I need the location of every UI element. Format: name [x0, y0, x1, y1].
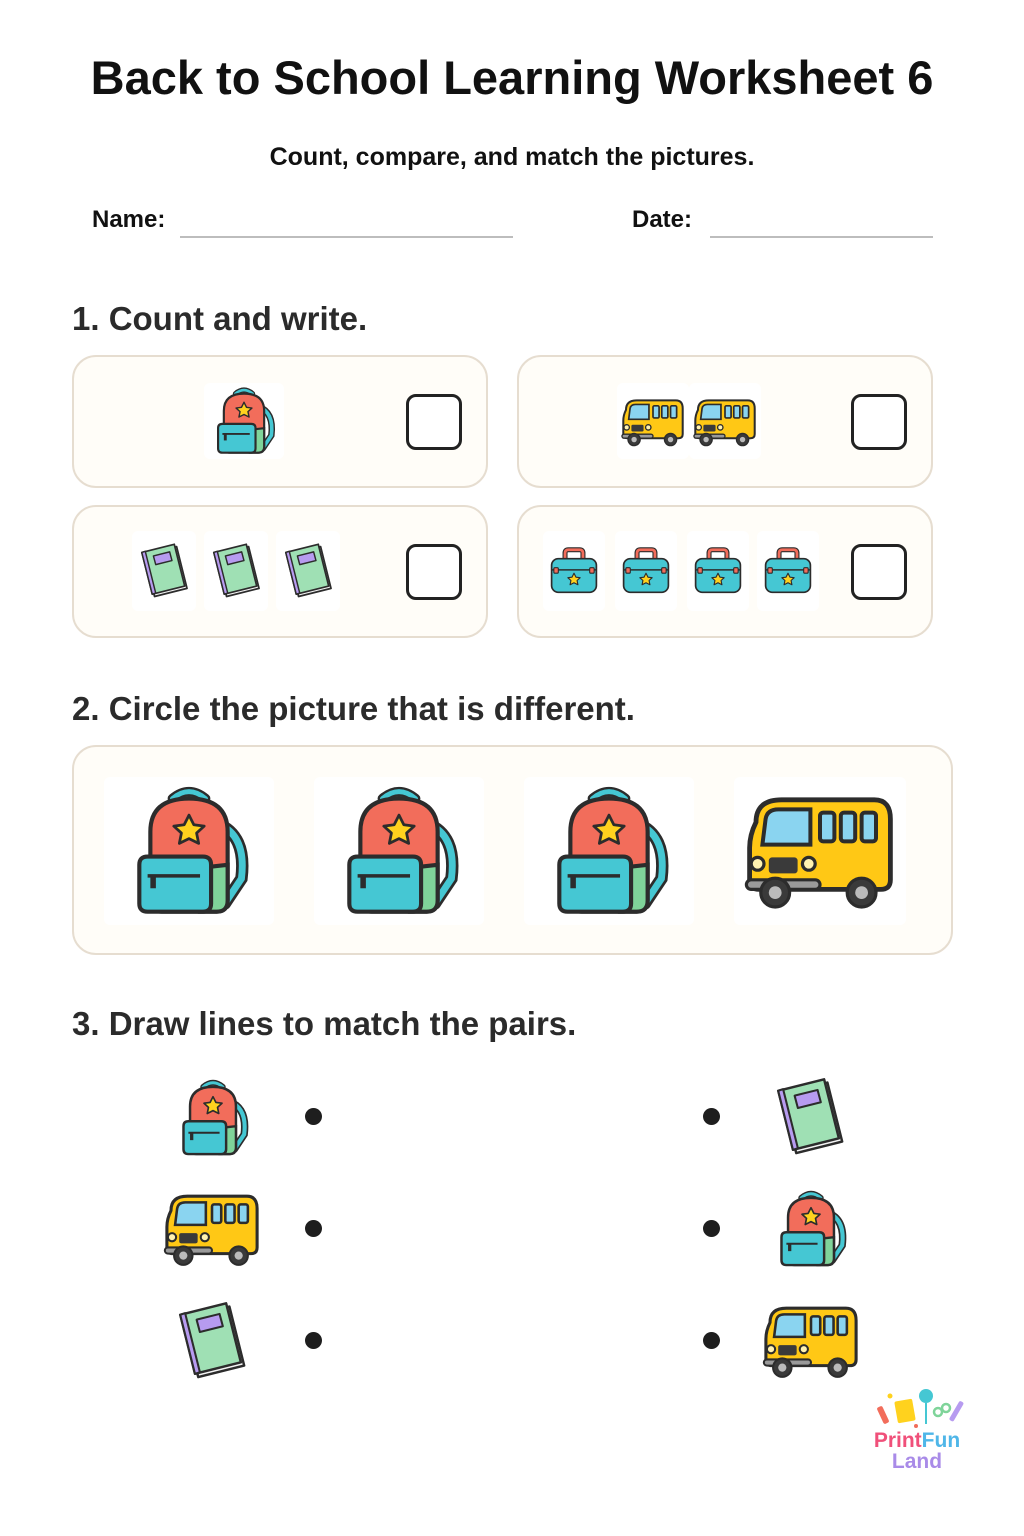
- book-icon: [172, 1298, 254, 1384]
- school-bus-icon: [734, 777, 906, 925]
- date-label: Date:: [632, 206, 693, 233]
- count-card-books: [72, 505, 488, 638]
- count-answer-box[interactable]: [406, 544, 462, 600]
- school-bus-icon: [758, 1298, 864, 1384]
- count-card-lunchboxes: [517, 505, 933, 638]
- different-option[interactable]: [314, 777, 484, 925]
- backpack-icon: [314, 777, 484, 925]
- logo-art-icon: [862, 1386, 972, 1430]
- count-item: [615, 531, 677, 611]
- count-answer-box[interactable]: [406, 394, 462, 450]
- count-item: [204, 383, 284, 459]
- match-left-dot[interactable]: [305, 1332, 322, 1349]
- worksheet-title: Back to School Learning Worksheet 6: [90, 51, 934, 104]
- count-item: [689, 383, 761, 459]
- match-right-dot[interactable]: [703, 1220, 720, 1237]
- different-option[interactable]: [524, 777, 694, 925]
- date-line[interactable]: [710, 236, 933, 238]
- count-card-buses: [517, 355, 933, 488]
- printfunland-logo: [862, 1386, 972, 1476]
- lunchbox-icon: [687, 531, 749, 611]
- section-count-title: 1. Count and write.: [72, 300, 368, 337]
- lunchbox-icon: [543, 531, 605, 611]
- match-left-dot[interactable]: [305, 1220, 322, 1237]
- different-card: [72, 745, 953, 955]
- count-answer-box[interactable]: [851, 394, 907, 450]
- match-right-dot[interactable]: [703, 1108, 720, 1125]
- count-item: [687, 531, 749, 611]
- school-bus-icon: [617, 383, 689, 459]
- count-item: [617, 383, 689, 459]
- backpack-icon: [524, 777, 694, 925]
- backpack-icon: [204, 383, 284, 459]
- match-left-dot[interactable]: [305, 1108, 322, 1125]
- count-item: [276, 531, 340, 611]
- count-item: [204, 531, 268, 611]
- count-card-backpacks: [72, 355, 488, 488]
- worksheet-subtitle: Count, compare, and match the pictures.: [269, 143, 755, 171]
- logo-word-fun: Fun: [921, 1429, 961, 1452]
- name-label: Name:: [92, 206, 166, 233]
- backpack-icon: [770, 1186, 852, 1272]
- different-option[interactable]: [734, 777, 906, 925]
- logo-text-line2: Land: [891, 1450, 943, 1473]
- count-answer-box[interactable]: [851, 544, 907, 600]
- count-item: [543, 531, 605, 611]
- logo-word-print: Print: [873, 1429, 922, 1452]
- book-icon: [132, 531, 196, 611]
- lunchbox-icon: [757, 531, 819, 611]
- section-match-title: 3. Draw lines to match the pairs.: [72, 1005, 577, 1042]
- name-line[interactable]: [180, 236, 513, 238]
- school-bus-icon: [689, 383, 761, 459]
- logo-text-line1: [862, 1430, 972, 1451]
- book-icon: [276, 531, 340, 611]
- backpack-icon: [172, 1076, 254, 1160]
- backpack-icon: [104, 777, 274, 925]
- count-item: [132, 531, 196, 611]
- match-right-dot[interactable]: [703, 1332, 720, 1349]
- lunchbox-icon: [615, 531, 677, 611]
- book-icon: [204, 531, 268, 611]
- count-item: [757, 531, 819, 611]
- book-icon: [770, 1074, 852, 1160]
- different-option[interactable]: [104, 777, 274, 925]
- school-bus-icon: [160, 1186, 264, 1272]
- section-different-title: 2. Circle the picture that is different.: [72, 690, 635, 727]
